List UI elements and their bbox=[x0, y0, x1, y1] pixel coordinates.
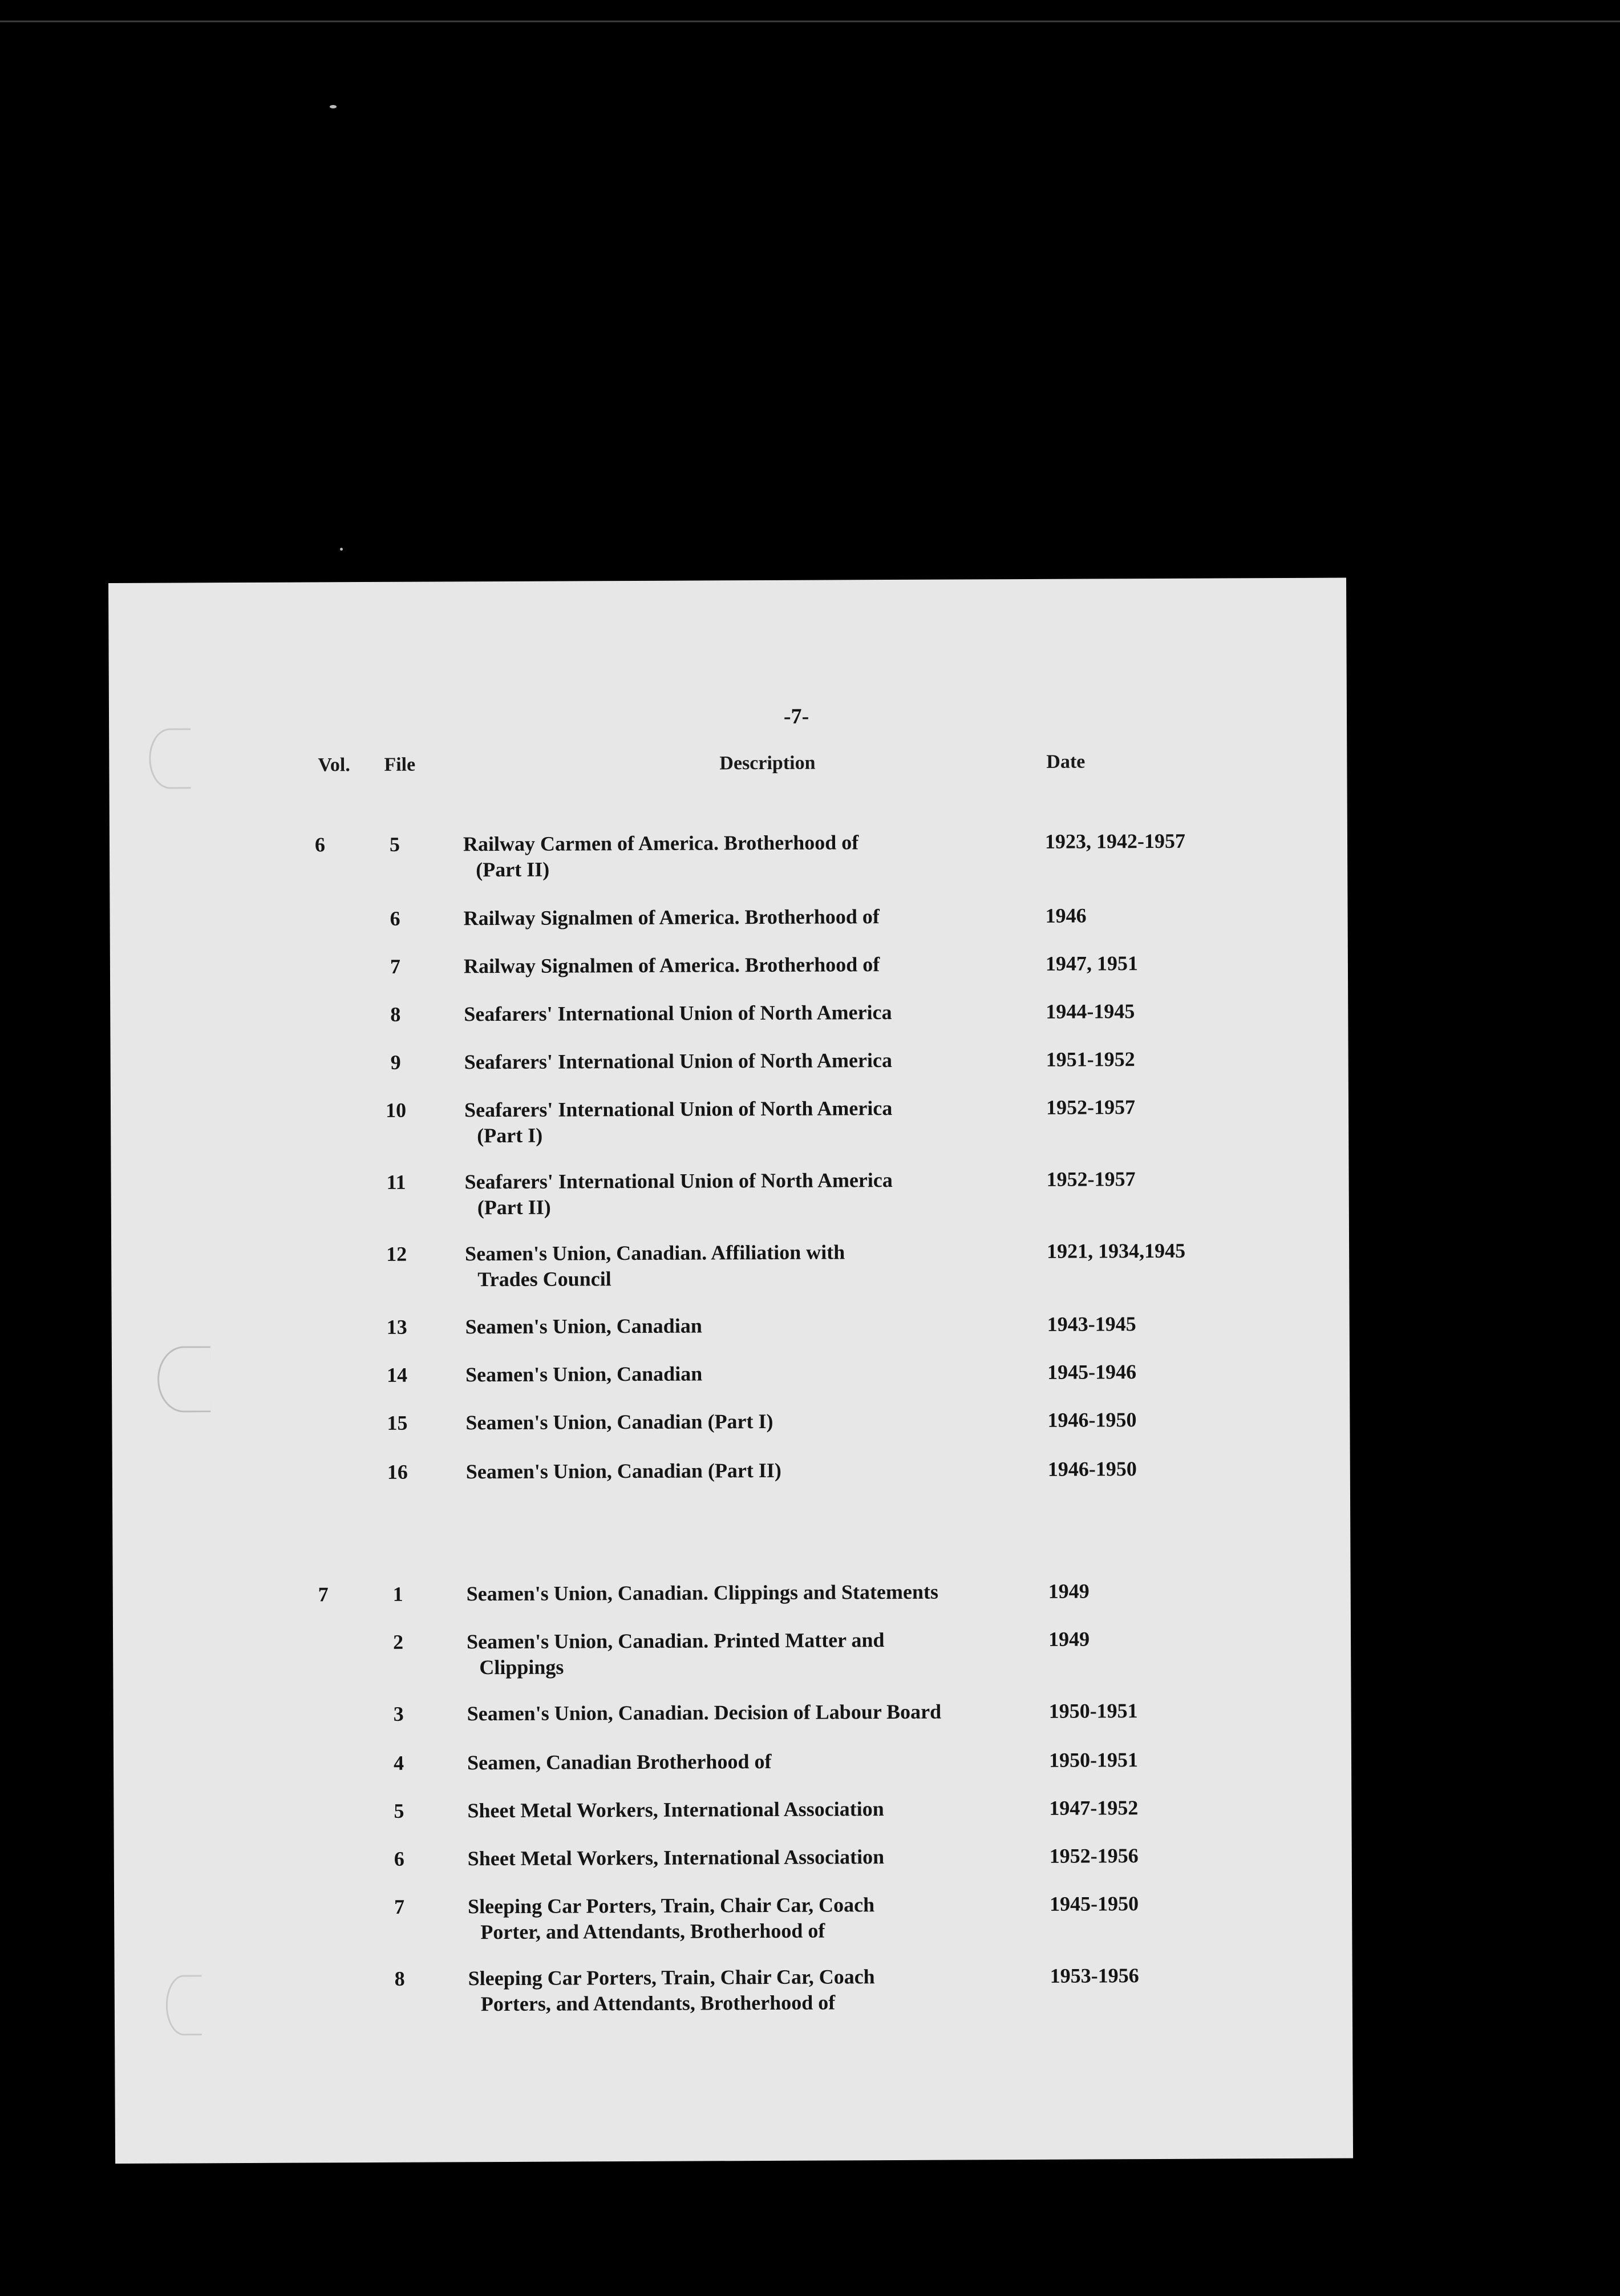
date-line: 1950-1951 bbox=[1048, 1699, 1138, 1723]
description-line: Seamen's Union, Canadian bbox=[465, 1362, 703, 1387]
file-number: 4 bbox=[393, 1751, 404, 1774]
file-number: 2 bbox=[393, 1630, 404, 1654]
date bbox=[1046, 1094, 1274, 1121]
description-line: Seamen's Union, Canadian. Affiliation with bbox=[465, 1240, 845, 1266]
column-header-description: Description bbox=[719, 752, 816, 774]
date-line: 1946-1950 bbox=[1047, 1457, 1137, 1481]
date bbox=[1046, 950, 1274, 977]
description bbox=[465, 1360, 1047, 1388]
description-continuation: Clippings bbox=[479, 1655, 564, 1679]
file-number: 10 bbox=[385, 1098, 407, 1122]
description bbox=[467, 1699, 1049, 1727]
date bbox=[1048, 1456, 1276, 1482]
description bbox=[464, 999, 1046, 1027]
column-header-file: File bbox=[384, 754, 416, 775]
description bbox=[467, 1579, 1048, 1607]
description bbox=[465, 1239, 1047, 1292]
vol-number: 7 bbox=[318, 1583, 329, 1606]
description-continuation: (Part I) bbox=[477, 1123, 543, 1147]
punch-hole bbox=[166, 1975, 202, 2035]
description bbox=[464, 1167, 1046, 1220]
description-line: Seamen's Union, Canadian bbox=[465, 1314, 702, 1339]
date bbox=[1045, 902, 1273, 929]
description-line: Sheet Metal Workers, International Association bbox=[467, 1845, 885, 1870]
table-row bbox=[111, 1094, 1348, 1147]
description bbox=[466, 1457, 1048, 1485]
date-line: 1944-1945 bbox=[1046, 1000, 1135, 1023]
page-number: -7- bbox=[783, 704, 809, 729]
description-line: Seamen's Union, Canadian. Decision of Labour Board bbox=[467, 1700, 942, 1725]
file-number: 6 bbox=[394, 1847, 404, 1870]
date-line: 1945-1946 bbox=[1047, 1360, 1137, 1384]
date-line: 1945-1950 bbox=[1050, 1892, 1139, 1915]
description-line: Seafarers' International Union of North America bbox=[464, 1001, 892, 1026]
file-number: 11 bbox=[386, 1170, 406, 1194]
date-line: 1946 bbox=[1045, 904, 1087, 927]
file-number: 14 bbox=[386, 1363, 408, 1387]
table-row bbox=[110, 902, 1347, 930]
table-row bbox=[113, 1578, 1351, 1606]
description-line: Sheet Metal Workers, International Association bbox=[467, 1797, 884, 1822]
table-row bbox=[112, 1456, 1350, 1483]
date-line: 1952-1957 bbox=[1046, 1096, 1136, 1119]
file-number: 8 bbox=[390, 1003, 401, 1026]
date-line: 1921, 1934, bbox=[1047, 1239, 1145, 1263]
table-row bbox=[113, 1626, 1351, 1679]
table-row bbox=[112, 1406, 1350, 1434]
date-continuation: 1945 bbox=[1144, 1239, 1186, 1263]
table-row bbox=[114, 1794, 1351, 1822]
date bbox=[1049, 1794, 1277, 1821]
date-line: 1923, 1942-1957 bbox=[1044, 829, 1186, 853]
table-row bbox=[114, 1890, 1352, 1944]
description bbox=[464, 1095, 1046, 1149]
file-number: 1 bbox=[392, 1582, 403, 1606]
punch-hole bbox=[149, 728, 191, 789]
table-row bbox=[114, 1747, 1351, 1774]
description-continuation: Porters, and Attendants, Brotherhood of bbox=[480, 1991, 836, 2016]
table-row bbox=[111, 1166, 1348, 1219]
description-line: Seamen's Union, Canadian. Printed Matter and bbox=[467, 1628, 885, 1654]
date-line: 1949 bbox=[1048, 1627, 1090, 1651]
date bbox=[1047, 1311, 1275, 1337]
date bbox=[1048, 1626, 1277, 1652]
description bbox=[468, 1844, 1050, 1871]
table-row bbox=[110, 828, 1347, 882]
file-number: 5 bbox=[394, 1799, 404, 1822]
description bbox=[464, 951, 1046, 979]
file-number: 7 bbox=[394, 1895, 405, 1918]
file-number: 7 bbox=[390, 955, 401, 978]
column-header-vol: Vol. bbox=[318, 754, 350, 776]
date bbox=[1045, 828, 1273, 855]
date-line: 1952-1957 bbox=[1046, 1167, 1136, 1191]
file-number: 3 bbox=[393, 1702, 404, 1725]
description-line: Seamen's Union, Canadian (Part I) bbox=[465, 1409, 773, 1434]
description-line: Seafarers' International Union of North America bbox=[464, 1049, 893, 1074]
document-page bbox=[108, 578, 1353, 2164]
file-number: 8 bbox=[394, 1967, 405, 1990]
table-row bbox=[114, 1697, 1351, 1725]
table-row bbox=[114, 1842, 1352, 1870]
description-line: Seamen's Union, Canadian. Clippings and Statements bbox=[466, 1580, 939, 1606]
description-line: Seafarers' International Union of North America bbox=[464, 1097, 893, 1122]
vol-number: 6 bbox=[314, 833, 326, 856]
date-line: 1953-1956 bbox=[1050, 1964, 1139, 1987]
column-header-date: Date bbox=[1046, 751, 1086, 773]
date-line: 1946-1950 bbox=[1047, 1408, 1137, 1432]
file-number: 6 bbox=[390, 907, 400, 930]
dust-speck bbox=[330, 105, 337, 108]
table-row bbox=[115, 1962, 1352, 2016]
date bbox=[1050, 1962, 1278, 1989]
description-continuation: Trades Council bbox=[477, 1267, 611, 1291]
date bbox=[1047, 1238, 1275, 1264]
date-line: 1947-1952 bbox=[1049, 1796, 1139, 1820]
description bbox=[468, 1891, 1050, 1945]
table-row bbox=[111, 1046, 1348, 1074]
description bbox=[467, 1627, 1048, 1680]
date bbox=[1048, 1578, 1277, 1604]
table-row bbox=[110, 998, 1348, 1026]
date-line: 1949 bbox=[1048, 1579, 1090, 1603]
date bbox=[1049, 1697, 1277, 1724]
table-row bbox=[111, 1238, 1349, 1291]
description bbox=[463, 903, 1045, 931]
date bbox=[1047, 1406, 1275, 1433]
description bbox=[464, 1047, 1046, 1075]
date-line: 1947, 1951 bbox=[1045, 952, 1139, 975]
description-line: Sleeping Car Porters, Train, Chair Car, Coach bbox=[468, 1893, 875, 1918]
table-row bbox=[112, 1359, 1350, 1387]
file-number: 12 bbox=[386, 1242, 407, 1266]
description-line: Railway Carmen of America. Brotherhood of bbox=[463, 831, 859, 856]
description-continuation: (Part II) bbox=[477, 1195, 551, 1219]
table-row bbox=[112, 1311, 1350, 1339]
scan-top-edge bbox=[0, 21, 1620, 22]
date bbox=[1050, 1842, 1278, 1869]
description-line: Seamen's Union, Canadian (Part II) bbox=[465, 1458, 781, 1483]
date-line: 1943-1945 bbox=[1047, 1312, 1136, 1336]
date bbox=[1050, 1890, 1278, 1917]
date-line: 1952-1956 bbox=[1049, 1844, 1139, 1867]
description-continuation: Porter, and Attendants, Brotherhood of bbox=[480, 1919, 825, 1944]
date bbox=[1047, 1359, 1275, 1385]
description-line: Railway Signalmen of America. Brotherhood of bbox=[463, 953, 880, 978]
description-line: Seamen, Canadian Brotherhood of bbox=[467, 1749, 772, 1774]
file-number: 9 bbox=[390, 1050, 401, 1074]
description-line: Seafarers' International Union of North America bbox=[464, 1169, 893, 1194]
date-line: 1950-1951 bbox=[1048, 1748, 1139, 1772]
description-line: Sleeping Car Porters, Train, Chair Car, Coach bbox=[468, 1965, 875, 1990]
description-continuation: (Part II) bbox=[476, 858, 550, 882]
table-row bbox=[110, 950, 1348, 978]
punch-hole bbox=[157, 1346, 211, 1412]
description bbox=[463, 829, 1045, 883]
file-number: 16 bbox=[387, 1460, 408, 1483]
description bbox=[467, 1796, 1049, 1824]
description bbox=[468, 1963, 1050, 2017]
file-number: 5 bbox=[389, 832, 400, 856]
date-line: 1951-1952 bbox=[1046, 1048, 1135, 1071]
date bbox=[1046, 998, 1274, 1025]
file-number: 13 bbox=[386, 1315, 407, 1339]
date bbox=[1049, 1747, 1277, 1773]
dust-speck bbox=[340, 548, 343, 551]
description bbox=[465, 1408, 1047, 1436]
description bbox=[465, 1312, 1047, 1340]
description-line: Railway Signalmen of America. Brotherhood of bbox=[463, 905, 880, 930]
description bbox=[467, 1748, 1049, 1776]
date bbox=[1046, 1166, 1274, 1193]
file-number: 15 bbox=[387, 1411, 408, 1434]
date bbox=[1046, 1046, 1274, 1073]
